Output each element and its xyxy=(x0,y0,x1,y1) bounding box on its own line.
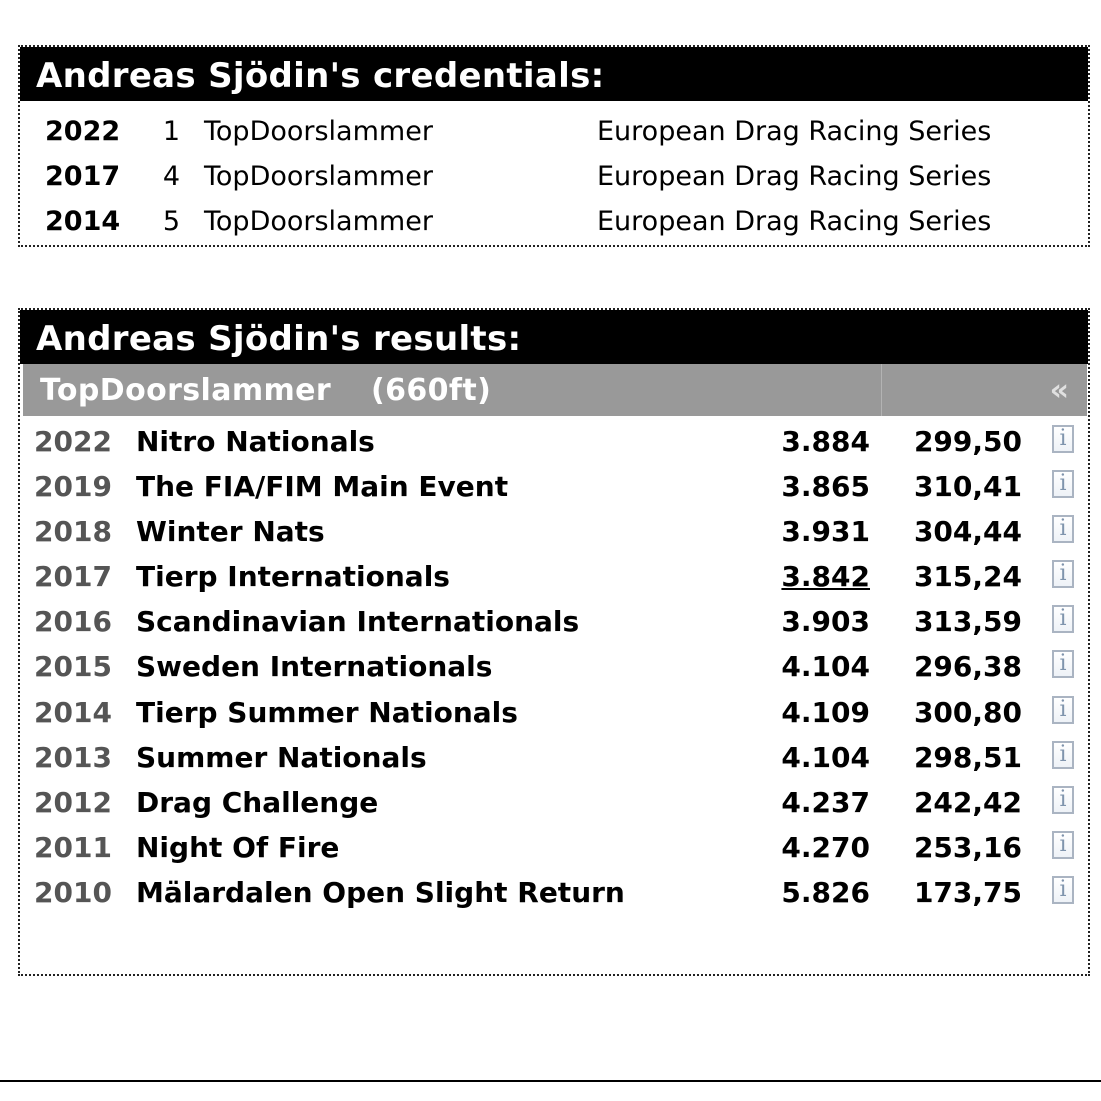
result-row xyxy=(20,599,1088,644)
result-row xyxy=(20,644,1088,689)
result-speed: 304,44 xyxy=(913,515,1022,548)
result-et: 3.903 xyxy=(781,605,870,638)
credential-series: European Drag Racing Series xyxy=(597,206,992,237)
class-header xyxy=(23,364,1087,416)
result-et: 4.104 xyxy=(781,741,870,774)
info-icon[interactable]: i xyxy=(1052,515,1074,543)
credentials-panel xyxy=(18,45,1090,247)
result-et: 4.109 xyxy=(781,696,870,729)
result-speed: 242,42 xyxy=(913,786,1022,819)
result-et-best[interactable]: 3.842 xyxy=(781,560,870,593)
result-year: 2016 xyxy=(34,605,112,638)
result-et: 5.826 xyxy=(781,876,870,909)
footer-divider xyxy=(0,1080,1101,1082)
class-distance: (660ft) xyxy=(371,373,492,408)
results-panel xyxy=(18,308,1090,976)
result-event: Scandinavian Internationals xyxy=(136,605,580,638)
result-et: 4.104 xyxy=(781,650,870,683)
credential-position: 5 xyxy=(162,206,180,237)
result-event: Summer Nationals xyxy=(136,741,427,774)
result-et: 4.270 xyxy=(781,831,870,864)
result-row xyxy=(20,509,1088,554)
credential-year: 2022 xyxy=(45,116,121,147)
result-speed: 299,50 xyxy=(913,425,1022,458)
info-icon[interactable]: i xyxy=(1052,650,1074,678)
result-year: 2022 xyxy=(34,425,112,458)
info-icon[interactable]: i xyxy=(1052,876,1074,904)
info-icon[interactable]: i xyxy=(1052,560,1074,588)
result-speed: 296,38 xyxy=(913,650,1022,683)
credential-year: 2017 xyxy=(45,161,121,192)
info-icon[interactable]: i xyxy=(1052,605,1074,633)
result-year: 2012 xyxy=(34,786,112,819)
info-icon[interactable]: i xyxy=(1052,786,1074,814)
result-row xyxy=(20,690,1088,735)
result-event: Night Of Fire xyxy=(136,831,340,864)
result-event: Sweden Internationals xyxy=(136,650,493,683)
credential-position: 1 xyxy=(162,116,180,147)
info-icon[interactable]: i xyxy=(1052,696,1074,724)
result-event: Nitro Nationals xyxy=(136,425,375,458)
result-row xyxy=(20,419,1088,464)
credential-year: 2014 xyxy=(45,206,121,237)
info-icon[interactable]: i xyxy=(1052,741,1074,769)
result-event: Winter Nats xyxy=(136,515,325,548)
result-speed: 173,75 xyxy=(913,876,1022,909)
result-event: Tierp Summer Nationals xyxy=(136,696,518,729)
result-year: 2011 xyxy=(34,831,112,864)
credential-class: TopDoorslammer xyxy=(204,116,433,147)
credential-series: European Drag Racing Series xyxy=(597,161,992,192)
credentials-title: Andreas Sjödin's credentials: xyxy=(20,47,1088,101)
result-et: 4.237 xyxy=(781,786,870,819)
result-row xyxy=(20,554,1088,599)
credential-position: 4 xyxy=(162,161,180,192)
results-title: Andreas Sjödin's results: xyxy=(20,310,1088,364)
result-event: Drag Challenge xyxy=(136,786,379,819)
credential-row xyxy=(20,199,1088,244)
result-year: 2019 xyxy=(34,470,112,503)
credential-class: TopDoorslammer xyxy=(204,161,433,192)
result-speed: 313,59 xyxy=(913,605,1022,638)
class-name: TopDoorslammer xyxy=(40,373,332,408)
result-speed: 315,24 xyxy=(913,560,1022,593)
result-year: 2017 xyxy=(34,560,112,593)
result-event: The FIA/FIM Main Event xyxy=(136,470,509,503)
result-year: 2013 xyxy=(34,741,112,774)
result-row xyxy=(20,825,1088,870)
class-header-divider xyxy=(881,364,882,416)
result-et: 3.884 xyxy=(781,425,870,458)
result-year: 2010 xyxy=(34,876,112,909)
result-row xyxy=(20,464,1088,509)
result-row xyxy=(20,735,1088,780)
result-row xyxy=(20,870,1088,915)
credential-row xyxy=(20,154,1088,199)
info-icon[interactable]: i xyxy=(1052,470,1074,498)
result-et: 3.865 xyxy=(781,470,870,503)
result-year: 2015 xyxy=(34,650,112,683)
result-speed: 298,51 xyxy=(913,741,1022,774)
credential-series: European Drag Racing Series xyxy=(597,116,992,147)
credential-row xyxy=(20,109,1088,154)
result-event: Tierp Internationals xyxy=(136,560,450,593)
result-et: 3.931 xyxy=(781,515,870,548)
credential-class: TopDoorslammer xyxy=(204,206,433,237)
result-row xyxy=(20,780,1088,825)
info-icon[interactable]: i xyxy=(1052,831,1074,859)
result-speed: 300,80 xyxy=(913,696,1022,729)
info-icon[interactable]: i xyxy=(1052,425,1074,453)
result-speed: 310,41 xyxy=(913,470,1022,503)
result-year: 2014 xyxy=(34,696,112,729)
result-event: Mälardalen Open Slight Return xyxy=(136,876,625,909)
result-speed: 253,16 xyxy=(913,831,1022,864)
result-year: 2018 xyxy=(34,515,112,548)
collapse-icon[interactable]: « xyxy=(1049,373,1069,408)
